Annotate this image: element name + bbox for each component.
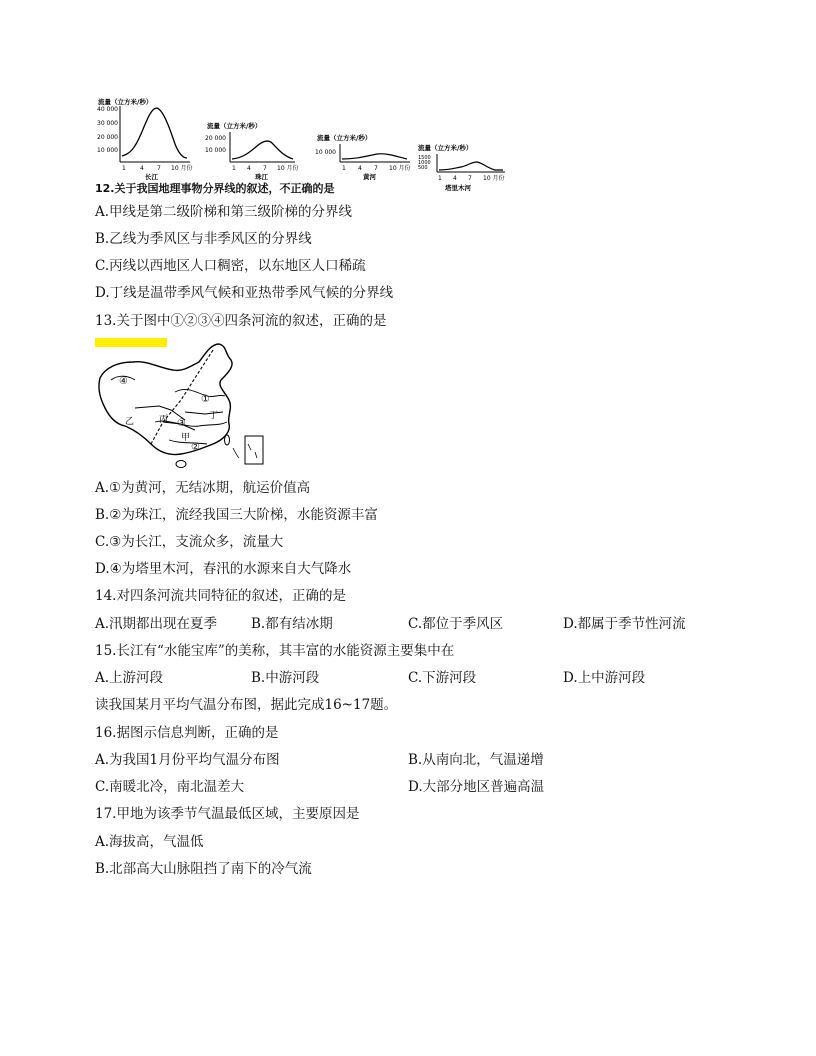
q14-option-c: C.都位于季风区 (408, 616, 504, 632)
q13-option-c: C.③为长江，支流众多，流量大 (95, 534, 284, 550)
chart-xtick: 10 月份 (277, 165, 299, 172)
chart-xtick: 1 (342, 165, 346, 172)
taiwan-island (225, 435, 230, 445)
map-label-jia: 甲 (181, 433, 191, 443)
q14-option-b: B.都有结冰期 (251, 616, 333, 632)
q14-option-a: A.汛期都出现在夏季 (95, 616, 218, 632)
q17-option-a: A.海拔高，气温低 (95, 834, 204, 850)
chart-changjiang (97, 97, 193, 181)
q16-option-c: C.南暖北冷，南北温差大 (95, 779, 245, 795)
chart-ytick: 40 000 (97, 106, 118, 113)
river-1 (175, 389, 225, 396)
chart-ylabel: 流量（立方米/秒） (207, 122, 262, 130)
chart-ylabel: 流量（立方米/秒） (418, 144, 473, 152)
q12-stem: 12.关于我国地理事物分界线的叙述，不正确的是 (95, 182, 335, 195)
chart-ytick: 20 000 (205, 135, 226, 142)
q13-option-d: D.④为塔里木河，春汛的水源来自大气降水 (95, 561, 352, 577)
south-china-sea-inset (245, 436, 263, 464)
chart-curve (122, 108, 187, 158)
chart-xtick: 4 (247, 165, 251, 172)
q15-option-c: C.下游河段 (408, 670, 477, 686)
q15-option-a: A.上游河段 (95, 670, 164, 686)
chart-xtick: 7 (374, 165, 378, 172)
q12-option-a: A.甲线是第二级阶梯和第三级阶梯的分界线 (95, 204, 353, 220)
chart-xtick: 1 (232, 165, 236, 172)
q17-option-b: B.北部高大山脉阻挡了南下的冷气流 (95, 861, 312, 877)
chart-xtick: 4 (453, 175, 457, 182)
q16-stem: 16.据图示信息判断，正确的是 (95, 725, 279, 741)
q16-option-d: D.大部分地区普遍高温 (408, 779, 545, 795)
q15-stem: 15.长江有“水能宝库”的美称，其丰富的水能资源主要集中在 (95, 643, 455, 659)
chart-ytick: 30 000 (97, 120, 118, 127)
q16-option-a: A.为我国1月份平均气温分布图 (95, 752, 280, 768)
chart-xtick: 10 月份 (483, 175, 505, 182)
map-label-1: ① (201, 394, 210, 405)
chart-xtick: 10 月份 (171, 165, 193, 172)
chart-xtick: 1 (438, 175, 442, 182)
china-outline (99, 344, 232, 455)
q14-stem: 14.对四条河流共同特征的叙述，正确的是 (95, 588, 346, 604)
q12-option-c: C.丙线以西地区人口稠密，以东地区人口稀疏 (95, 258, 366, 274)
chart-ytick: 1500 (418, 155, 431, 161)
q14-option-d: D.都属于季节性河流 (563, 616, 686, 632)
chart-river-name: 黄河 (363, 173, 376, 181)
chart-river-name: 长江 (145, 173, 158, 181)
q15-option-d: D.上中游河段 (563, 670, 646, 686)
q12-option-d: D.丁线是温带季风气候和亚热带季风气候的分界线 (95, 285, 394, 301)
chart-river-name: 珠江 (255, 173, 268, 181)
chart-huanghe (315, 133, 411, 181)
chart-xtick: 4 (358, 165, 362, 172)
chart-ytick: 1000 (418, 160, 431, 166)
china-river-map (95, 340, 270, 470)
intro-16-17: 读我国某月平均气温分布图，据此完成16~17题。 (95, 697, 398, 713)
q15-option-b: B.中游河段 (251, 670, 320, 686)
q13-option-a: A.①为黄河，无结冰期，航运价值高 (95, 480, 311, 496)
chart-curve (342, 154, 407, 159)
q17-stem: 17.甲地为该季节气温最低区域，主要原因是 (95, 806, 360, 822)
chart-zhujiang (205, 121, 299, 181)
map-label-bing: 丙 (159, 415, 169, 425)
chart-xtick: 1 (122, 165, 126, 172)
chart-ylabel: 流量（立方米/秒） (317, 134, 372, 142)
chart-ylabel: 流量（立方米/秒） (98, 98, 153, 106)
map-label-3: ③ (177, 418, 186, 429)
q12-option-b: B.乙线为季风区与非季风区的分界线 (95, 231, 312, 247)
chart-ytick: 10 000 (315, 149, 336, 156)
chart-ytick: 10 000 (97, 147, 118, 154)
map-label-4: ④ (119, 376, 128, 387)
chart-xtick: 7 (157, 165, 161, 172)
chart-xtick: 10 月份 (389, 165, 411, 172)
q13-option-b: B.②为珠江，流经我国三大阶梯，水能资源丰富 (95, 507, 378, 523)
q16-option-b: B.从南向北，气温递增 (408, 752, 544, 768)
q13-stem: 13.关于图中①②③④四条河流的叙述，正确的是 (95, 313, 387, 329)
chart-xtick: 7 (263, 165, 267, 172)
map-label-yi: 乙 (125, 417, 135, 427)
chart-curve (439, 162, 503, 170)
map-label-2: ② (191, 442, 200, 453)
hainan-island (176, 461, 186, 468)
chart-river-name: 塔里木河 (445, 184, 471, 192)
map-label-ding: 丁 (209, 411, 219, 421)
chart-ytick: 20 000 (97, 134, 118, 141)
chart-ytick: 500 (418, 165, 428, 171)
chart-xtick: 4 (140, 165, 144, 172)
chart-xtick: 7 (468, 175, 472, 182)
chart-tarim (418, 143, 505, 192)
chart-curve (232, 141, 293, 159)
chart-ytick: 10 000 (205, 147, 226, 154)
